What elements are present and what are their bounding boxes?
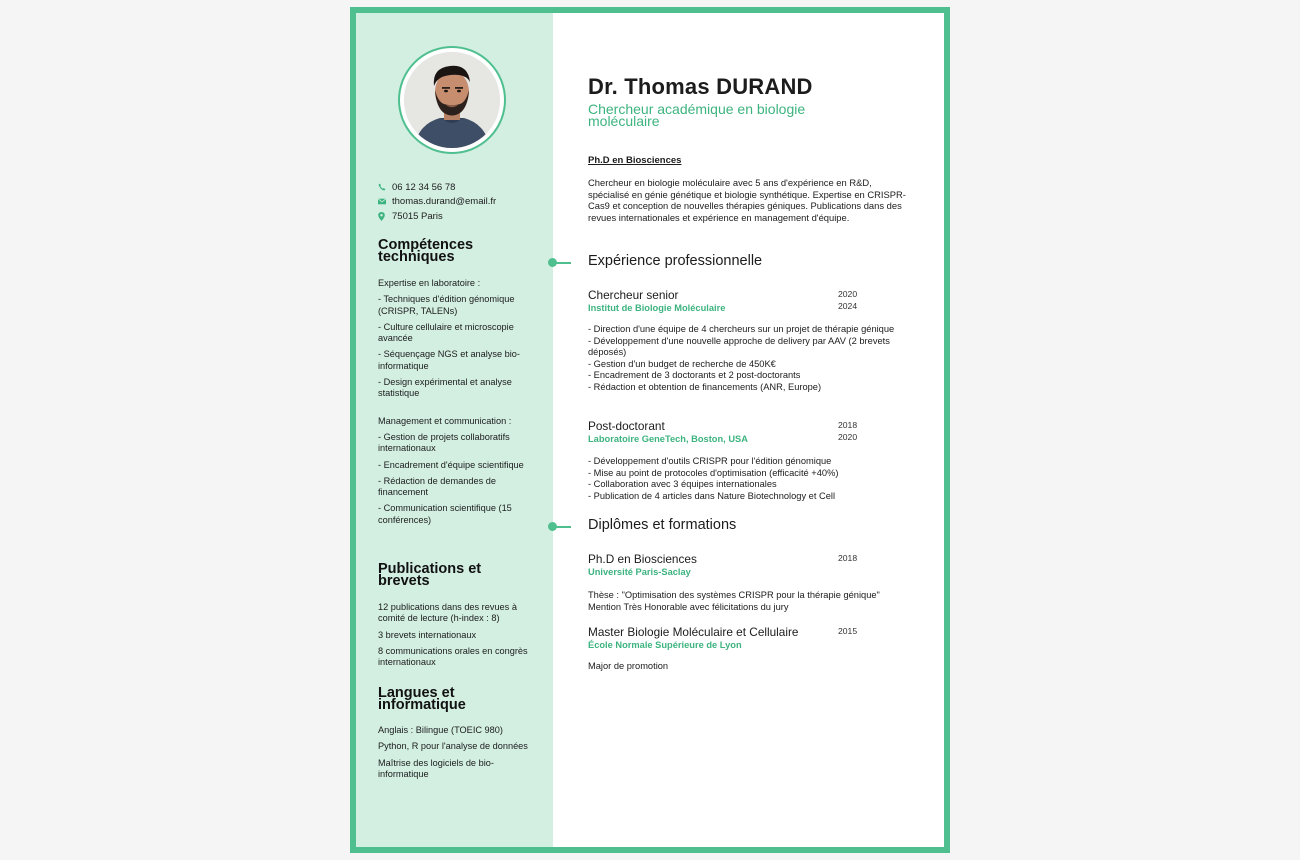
language-item: Anglais : Bilingue (TOEIC 980) [378,725,503,735]
bullet-item: - Développement d'outils CRISPR pour l'édition génomique [588,456,832,466]
education-details [588,590,898,613]
skills-heading: Compétences techniques [378,237,474,265]
avatar-frame [398,46,506,154]
skill-item: - Encadrement d'équipe scientifique [378,459,524,470]
resume-page [350,7,950,853]
skill-item: - Gestion de projets collaboratifs internationaux [378,431,510,454]
mgmt-skills-heading: Management et communication : [378,415,512,426]
skill-item: - Rédaction de demandes de financement [378,475,496,498]
skills-section [378,278,538,531]
location-text: 75015 Paris [392,210,443,222]
education-year: 2015 [838,626,858,636]
job-title: Chercheur académique en biologie moléculaire [588,101,806,129]
phone-icon [378,183,392,191]
experience-org: Institut de Biologie Moléculaire [588,303,726,313]
experience-bullets [588,456,898,502]
skill-item: - Culture cellulaire et microscopie avancée [378,321,514,344]
publication-item: 12 publications dans des revues à comité de lecture (h-index : 8) [378,602,517,624]
experience-title: Post-doctorant [588,419,665,433]
experience-years [838,289,857,312]
education-details [588,661,898,673]
bullet-item: - Rédaction et obtention de financements (ANR, Europe) [588,381,822,392]
portrait-photo [404,52,500,148]
phone-number: 06 12 34 56 78 [392,181,456,193]
publication-item: 8 communications orales en congrès internationaux [378,645,528,668]
email-icon [378,198,392,205]
profile-summary: Chercheur en biologie moléculaire avec 5 ans d'expérience en R&D, spécialisé en génie génétique et biologie synthétique. Expertise en CRISPR-Cas9 et conception de nouvelles thérapies géniques. Publications dans des revues internationales et expérience en management d'équipe. [588,177,906,223]
experience-heading: Expérience professionnelle [588,253,763,269]
education-heading: Diplômes et formations [588,517,737,533]
degree-label: Ph.D en Biosciences [588,155,682,166]
education-org: École Normale Supérieure de Lyon [588,640,742,650]
experience-bullets [588,324,898,393]
avatar [404,52,500,148]
publication-item: 3 brevets internationaux [378,629,477,640]
experience-years [838,420,857,443]
skill-item: - Techniques d'édition génomique (CRISPR, TALENs) [378,294,515,316]
bullet-item: - Direction d'une équipe de 4 chercheurs sur un projet de thérapie génique [588,324,895,334]
publications-heading: Publications et brevets [378,561,482,589]
education-org: Université Paris-Saclay [588,567,691,577]
experience-title: Chercheur senior [588,288,679,302]
email-address: thomas.durand@email.fr [392,196,497,208]
sidebar [356,13,553,847]
education-year: 2018 [838,553,858,563]
languages-heading: Langues et informatique [378,685,466,713]
year-start: 2020 [838,289,858,299]
year-end: 2020 [838,431,858,442]
languages-section [378,725,538,785]
skill-item: - Séquençage NGS et analyse bio-informatique [378,349,520,371]
year-start: 2018 [838,420,858,430]
skill-item: - Design expérimental et analyse statistique [378,377,512,399]
bullet-item: - Développement d'une nouvelle approche de delivery par AAV (2 brevets déposés) [588,335,890,357]
language-item: Python, R pour l'analyse de données [378,741,528,752]
publications-section [378,602,538,673]
bullet-item: - Encadrement de 3 doctorants et 2 post-doctorants [588,370,801,380]
timeline-connector [552,526,571,528]
bullet-item: - Mise au point de protocoles d'optimisation (efficacité +40%) [588,467,839,478]
bullet-item: - Collaboration avec 3 équipes internationales [588,479,777,489]
contact-phone [378,180,496,195]
education-line: Major de promotion [588,661,669,671]
timeline-connector [552,262,571,264]
education-line: Mention Très Honorable avec félicitations du jury [588,601,789,612]
lab-skills-heading: Expertise en laboratoire : [378,278,481,288]
bullet-item: - Publication de 4 articles dans Nature Biotechnology et Cell [588,490,836,501]
candidate-name: Dr. Thomas DURAND [588,74,813,99]
contact-block [378,180,496,224]
year-end: 2024 [838,300,858,311]
education-title: Master Biologie Moléculaire et Cellulaire [588,625,799,639]
location-pin-icon [378,212,392,221]
contact-location [378,209,496,224]
bullet-item: - Gestion d'un budget de recherche de 450K€ [588,358,776,369]
contact-email [378,195,496,210]
language-item: Maîtrise des logiciels de bio-informatique [378,757,494,779]
education-line: Thèse : "Optimisation des systèmes CRISPR pour la thérapie génique" [588,590,880,600]
education-title: Ph.D en Biosciences [588,552,697,566]
experience-org: Laboratoire GeneTech, Boston, USA [588,434,748,444]
skill-item: - Communication scientifique (15 conférences) [378,503,512,525]
